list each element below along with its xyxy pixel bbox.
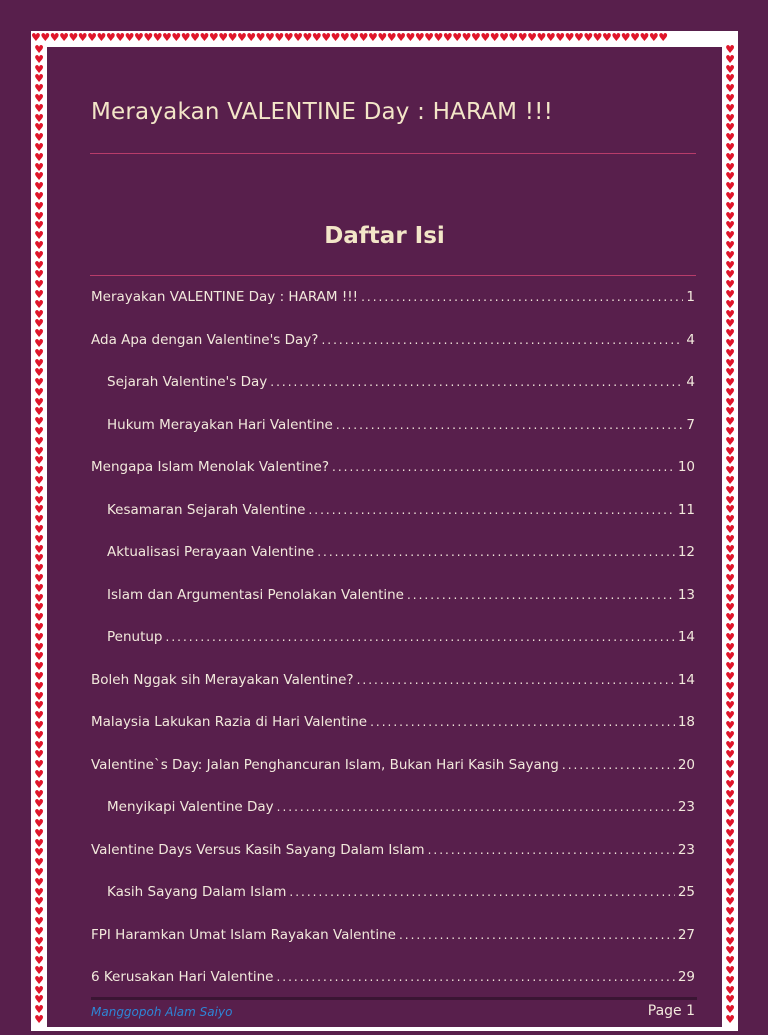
- toc-divider: [90, 275, 696, 276]
- toc-dot-leader: [317, 545, 675, 559]
- toc-entry-title: Hukum Merayakan Hari Valentine: [107, 416, 333, 433]
- toc-entry-title: Kasih Sayang Dalam Islam: [107, 884, 287, 900]
- toc-entry[interactable]: [91, 927, 695, 970]
- toc-entry-page: 23: [677, 841, 695, 858]
- page-content: [47, 47, 722, 1027]
- toc-dot-leader: [276, 970, 674, 984]
- toc-dot-leader: [166, 630, 675, 644]
- footer-page-number: Page 1: [647, 1003, 695, 1019]
- toc-dot-leader: [277, 800, 675, 814]
- toc-entry-page: 29: [677, 969, 695, 985]
- footer-author: Manggopoh Alam Saiyo: [91, 1005, 233, 1019]
- heart-border-left: ♥♥♥♥♥♥♥♥♥♥♥♥♥♥♥♥♥♥♥♥♥♥♥♥♥♥♥♥♥♥♥♥♥♥♥♥♥♥♥♥♥♥♥♥♥♥♥♥♥♥♥♥♥♥♥♥♥♥♥♥♥♥♥♥♥♥♥♥♥♥♥♥♥♥♥♥♥♥♥♥♥♥♥♥♥♥♥♥♥♥♥♥♥♥♥♥♥♥♥♥: [34, 45, 44, 1026]
- toc-entry[interactable]: [91, 544, 695, 587]
- toc-entry-title: Mengapa Islam Menolak Valentine?: [91, 459, 330, 475]
- toc-entry-title: Merayakan VALENTINE Day : HARAM !!!: [91, 289, 359, 305]
- toc-entry[interactable]: [91, 587, 695, 630]
- toc-entry-title: Malaysia Lakukan Razia di Hari Valentine: [91, 714, 368, 730]
- toc-entry-title: Penutup: [107, 629, 163, 645]
- toc-entry-page: 4: [686, 374, 695, 390]
- toc-entry-page: 1: [686, 289, 695, 305]
- heart-border-right: ♥♥♥♥♥♥♥♥♥♥♥♥♥♥♥♥♥♥♥♥♥♥♥♥♥♥♥♥♥♥♥♥♥♥♥♥♥♥♥♥♥♥♥♥♥♥♥♥♥♥♥♥♥♥♥♥♥♥♥♥♥♥♥♥♥♥♥♥♥♥♥♥♥♥♥♥♥♥♥♥♥♥♥♥♥♥♥♥♥♥♥♥♥♥♥♥♥♥♥♥: [725, 45, 735, 1026]
- toc-entry-page: 7: [686, 416, 695, 433]
- toc-dot-leader: [336, 418, 684, 432]
- document-title: Merayakan VALENTINE Day : HARAM !!!: [91, 99, 553, 125]
- toc-heading: Daftar Isi: [324, 223, 445, 249]
- toc-entry-page: 20: [677, 756, 695, 773]
- toc-dot-leader: [428, 843, 675, 857]
- toc-dot-leader: [370, 715, 675, 729]
- toc-entry[interactable]: [91, 459, 695, 502]
- toc-entry-page: 11: [677, 501, 695, 518]
- toc-entry-title: Valentine Days Versus Kasih Sayang Dalam Islam: [91, 841, 425, 858]
- toc-entry-page: 27: [677, 926, 695, 943]
- toc-entry[interactable]: [91, 884, 695, 927]
- toc-dot-leader: [332, 460, 675, 474]
- toc-entry-title: Ada Apa dengan Valentine's Day?: [91, 331, 319, 348]
- toc-entry[interactable]: [91, 502, 695, 545]
- toc-entry-title: Aktualisasi Perayaan Valentine: [107, 544, 315, 560]
- toc-entry-page: 18: [677, 714, 695, 730]
- toc-entry-page: 4: [686, 331, 695, 348]
- toc-entry-title: FPI Haramkan Umat Islam Rayakan Valentine: [91, 926, 396, 943]
- heart-border-top: ♥♥♥♥♥♥♥♥♥♥♥♥♥♥♥♥♥♥♥♥♥♥♥♥♥♥♥♥♥♥♥♥♥♥♥♥♥♥♥♥♥♥♥♥♥♥♥♥♥♥♥♥♥♥♥♥♥♥♥♥♥♥♥♥♥♥♥♥: [31, 32, 668, 44]
- toc-entry-page: 13: [677, 586, 695, 603]
- toc-entry-title: Menyikapi Valentine Day: [107, 799, 274, 815]
- toc-entry-title: Valentine`s Day: Jalan Penghancuran Islam, Bukan Hari Kasih Sayang: [91, 756, 559, 773]
- title-divider: [90, 153, 696, 154]
- toc-entry-title: 6 Kerusakan Hari Valentine: [91, 969, 274, 985]
- toc-entry[interactable]: [91, 757, 695, 800]
- toc-entry-title: Islam dan Argumentasi Penolakan Valentine: [107, 586, 404, 603]
- footer-divider: [91, 997, 697, 1000]
- toc-entry[interactable]: [91, 332, 695, 375]
- toc-dot-leader: [407, 588, 675, 602]
- toc-entry-title: Kesamaran Sejarah Valentine: [107, 501, 306, 518]
- toc-entry-title: Boleh Nggak sih Merayakan Valentine?: [91, 671, 354, 688]
- toc-dot-leader: [289, 885, 674, 899]
- toc-entry[interactable]: [91, 289, 695, 332]
- toc-entry-page: 14: [677, 629, 695, 645]
- toc-dot-leader: [562, 758, 675, 772]
- toc-entry-title: Sejarah Valentine's Day: [107, 374, 268, 390]
- toc-entry-page: 25: [677, 884, 695, 900]
- toc-entry[interactable]: [91, 714, 695, 757]
- table-of-contents: [91, 289, 695, 1012]
- toc-entry-page: 23: [677, 799, 695, 815]
- toc-entry-page: 12: [677, 544, 695, 560]
- toc-entry[interactable]: [91, 672, 695, 715]
- toc-entry[interactable]: [91, 842, 695, 885]
- toc-entry[interactable]: [91, 374, 695, 417]
- toc-entry[interactable]: [91, 629, 695, 672]
- toc-dot-leader: [321, 333, 683, 347]
- toc-entry[interactable]: [91, 799, 695, 842]
- toc-dot-leader: [357, 673, 675, 687]
- toc-entry[interactable]: [91, 417, 695, 460]
- toc-entry-page: 10: [677, 459, 695, 475]
- toc-entry-page: 14: [677, 671, 695, 688]
- toc-dot-leader: [270, 375, 683, 389]
- toc-dot-leader: [399, 928, 675, 942]
- toc-dot-leader: [361, 290, 683, 304]
- toc-dot-leader: [308, 503, 674, 517]
